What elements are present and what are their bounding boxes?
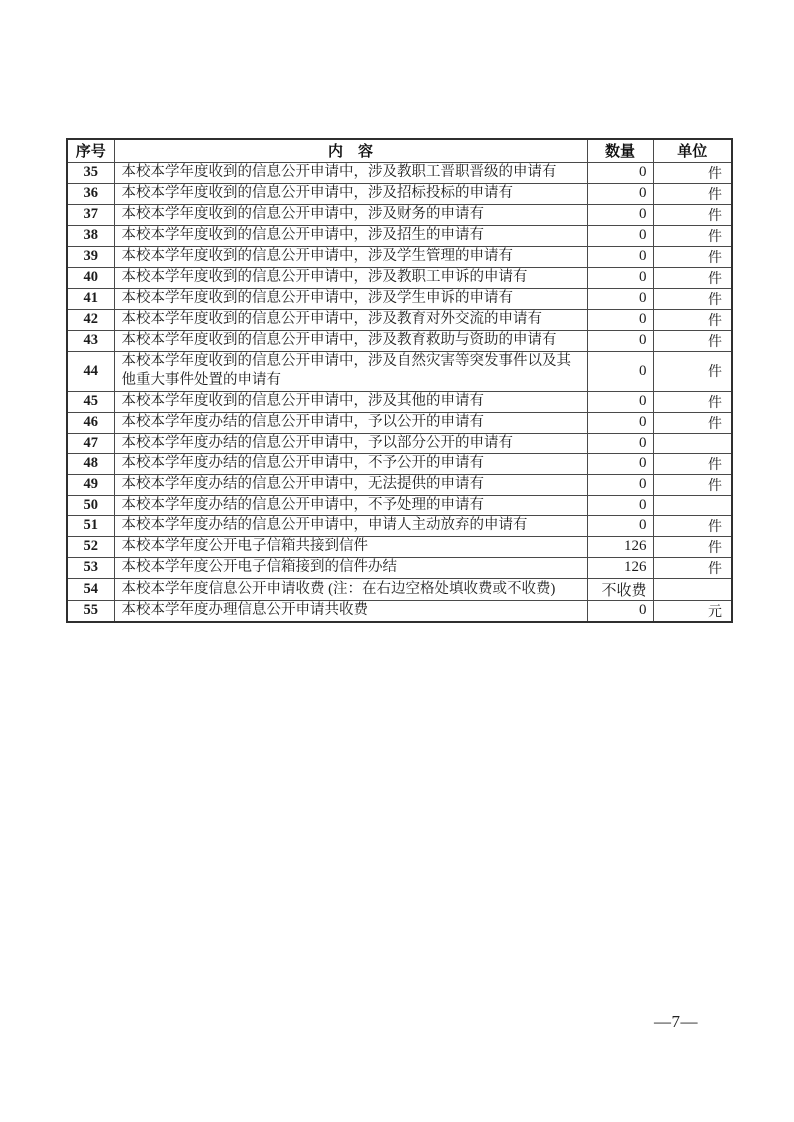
table-row (67, 412, 732, 433)
row-unit: 件 (653, 557, 732, 578)
row-content: 本校本学年度办结的信息公开申请中，不予公开的申请有 (114, 453, 587, 474)
row-quantity: 0 (587, 330, 653, 351)
row-content: 本校本学年度信息公开申请收费 (注：在右边空格处填收费或不收费) (114, 578, 587, 600)
row-unit: 件 (653, 309, 732, 330)
row-unit: 件 (653, 536, 732, 557)
row-unit: 件 (653, 162, 732, 183)
row-quantity: 0 (587, 515, 653, 536)
row-content: 本校本学年度收到的信息公开申请中，涉及教职工晋职晋级的申请有 (114, 162, 587, 183)
row-index: 36 (67, 183, 114, 204)
row-quantity: 0 (587, 433, 653, 453)
row-quantity: 0 (587, 351, 653, 391)
row-content: 本校本学年度公开电子信箱接到的信件办结 (114, 557, 587, 578)
row-content: 本校本学年度收到的信息公开申请中，涉及招标投标的申请有 (114, 183, 587, 204)
row-content: 本校本学年度收到的信息公开申请中，涉及财务的申请有 (114, 204, 587, 225)
row-unit: 件 (653, 453, 732, 474)
row-quantity: 0 (587, 453, 653, 474)
table-header-row (67, 139, 732, 162)
row-unit: 件 (653, 267, 732, 288)
row-content: 本校本学年度收到的信息公开申请中，涉及学生管理的申请有 (114, 246, 587, 267)
row-index: 55 (67, 600, 114, 622)
table-row (67, 183, 732, 204)
row-unit: 件 (653, 515, 732, 536)
row-index: 49 (67, 474, 114, 495)
page-number: —7— (654, 1012, 698, 1031)
table-row (67, 474, 732, 495)
row-unit: 件 (653, 391, 732, 412)
row-unit: 件 (653, 474, 732, 495)
table-row (67, 204, 732, 225)
row-unit (653, 578, 732, 600)
row-index: 37 (67, 204, 114, 225)
table-row (67, 557, 732, 578)
row-unit (653, 433, 732, 453)
table-row (67, 453, 732, 474)
row-quantity: 126 (587, 536, 653, 557)
row-quantity: 0 (587, 204, 653, 225)
info-disclosure-table (66, 138, 733, 623)
row-index: 40 (67, 267, 114, 288)
row-content: 本校本学年度收到的信息公开申请中，涉及教育救助与资助的申请有 (114, 330, 587, 351)
row-index: 38 (67, 225, 114, 246)
row-unit: 元 (653, 600, 732, 622)
row-index: 39 (67, 246, 114, 267)
row-index: 54 (67, 578, 114, 600)
row-index: 41 (67, 288, 114, 309)
row-quantity: 0 (587, 412, 653, 433)
row-index: 53 (67, 557, 114, 578)
row-quantity: 0 (587, 246, 653, 267)
row-index: 47 (67, 433, 114, 453)
row-quantity: 126 (587, 557, 653, 578)
row-unit: 件 (653, 330, 732, 351)
table-row (67, 351, 732, 391)
table-row (67, 515, 732, 536)
header-quantity: 数量 (587, 139, 653, 162)
row-unit: 件 (653, 183, 732, 204)
row-content: 本校本学年度公开电子信箱共接到信件 (114, 536, 587, 557)
row-unit: 件 (653, 412, 732, 433)
header-content: 内 容 (114, 139, 587, 162)
table-row (67, 330, 732, 351)
table-row (67, 536, 732, 557)
table-row (67, 433, 732, 453)
row-quantity: 0 (587, 183, 653, 204)
row-quantity: 0 (587, 162, 653, 183)
row-index: 46 (67, 412, 114, 433)
row-quantity: 0 (587, 391, 653, 412)
row-unit: 件 (653, 351, 732, 391)
header-unit: 单位 (653, 139, 732, 162)
row-quantity: 0 (587, 309, 653, 330)
row-quantity: 0 (587, 600, 653, 622)
row-content: 本校本学年度收到的信息公开申请中，涉及教职工申诉的申请有 (114, 267, 587, 288)
table-row (67, 309, 732, 330)
table-row (67, 495, 732, 515)
row-quantity: 0 (587, 474, 653, 495)
table-row (67, 162, 732, 183)
row-unit: 件 (653, 288, 732, 309)
row-index: 42 (67, 309, 114, 330)
row-content: 本校本学年度办理信息公开申请共收费 (114, 600, 587, 622)
table-row (67, 600, 732, 622)
table-row (67, 246, 732, 267)
row-quantity: 0 (587, 267, 653, 288)
row-quantity: 0 (587, 288, 653, 309)
row-content: 本校本学年度办结的信息公开申请中，无法提供的申请有 (114, 474, 587, 495)
row-index: 43 (67, 330, 114, 351)
row-unit: 件 (653, 225, 732, 246)
row-content: 本校本学年度收到的信息公开申请中，涉及学生申诉的申请有 (114, 288, 587, 309)
row-content: 本校本学年度收到的信息公开申请中，涉及招生的申请有 (114, 225, 587, 246)
row-index: 48 (67, 453, 114, 474)
row-index: 51 (67, 515, 114, 536)
row-quantity: 0 (587, 225, 653, 246)
header-index: 序号 (67, 139, 114, 162)
row-content: 本校本学年度收到的信息公开申请中，涉及教育对外交流的申请有 (114, 309, 587, 330)
table-row (67, 225, 732, 246)
row-index: 44 (67, 351, 114, 391)
row-content: 本校本学年度办结的信息公开申请中，予以部分公开的申请有 (114, 433, 587, 453)
row-quantity: 不收费 (587, 578, 653, 600)
row-unit (653, 495, 732, 515)
row-index: 45 (67, 391, 114, 412)
row-index: 50 (67, 495, 114, 515)
row-quantity: 0 (587, 495, 653, 515)
row-content: 本校本学年度收到的信息公开申请中，涉及自然灾害等突发事件以及其他重大事件处置的申请有 (114, 351, 587, 391)
row-content: 本校本学年度办结的信息公开申请中，予以公开的申请有 (114, 412, 587, 433)
row-content: 本校本学年度办结的信息公开申请中，申请人主动放弃的申请有 (114, 515, 587, 536)
row-content: 本校本学年度收到的信息公开申请中，涉及其他的申请有 (114, 391, 587, 412)
row-content: 本校本学年度办结的信息公开申请中，不予处理的申请有 (114, 495, 587, 515)
row-unit: 件 (653, 246, 732, 267)
table-row (67, 288, 732, 309)
table-row (67, 267, 732, 288)
row-unit: 件 (653, 204, 732, 225)
row-index: 35 (67, 162, 114, 183)
table-row (67, 391, 732, 412)
table-row (67, 578, 732, 600)
row-index: 52 (67, 536, 114, 557)
